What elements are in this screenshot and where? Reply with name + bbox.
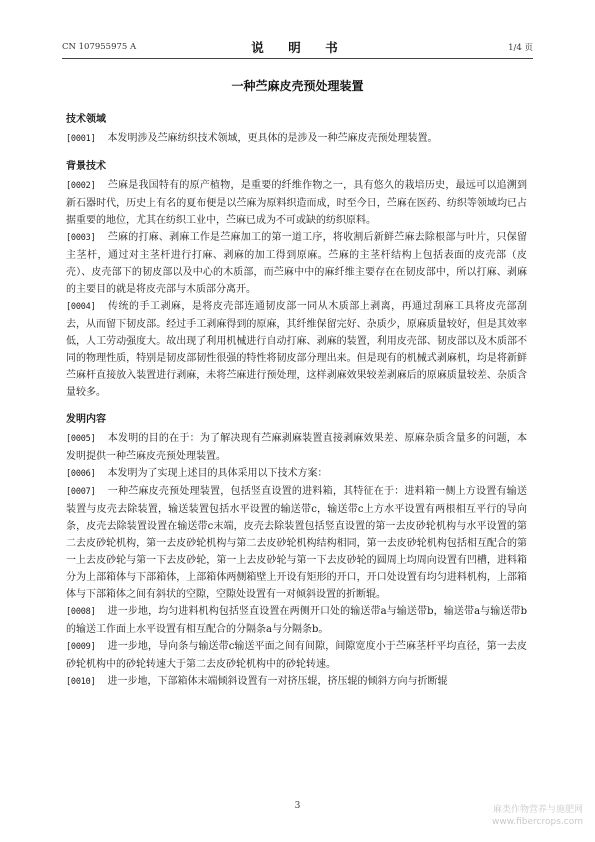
paragraph-text: 进一步地，下部箱体末端倾斜设置有一对挤压辊，挤压辊的倾斜方向与折断辊 — [107, 676, 448, 687]
paragraph-number: [0006] — [66, 469, 96, 479]
page-number: 3 — [294, 801, 301, 811]
paragraph — [66, 483, 527, 603]
paragraph-number: [0004] — [66, 302, 96, 312]
paragraph-text: 一种苎麻皮壳预处理装置，包括竖直设置的进料箱，其特征在于：进料箱一侧上方设置有输送装置与皮壳去除装置，输送装置包括水平设置的输送带c，输送带c上方水平设置有两根相互平行的导向条，皮壳去除装置设置在输送带c末端，皮壳去除装置包括竖直设置的第一去皮砂轮机构与水平设置的第二去皮砂轮机构，第一去皮砂轮机构与第二去皮砂轮机构结构相同，第一去皮砂轮机构包括相互配合的第一上去皮砂轮与第一下去皮砂轮，第一上去皮砂轮与第一下去皮砂轮的圆周上均周向设置有凹槽，进料箱分为上部箱体与下部箱体，上部箱体两侧箱壁上开设有矩形的开口，开口处设置有均匀进料机构，上部箱体与下部箱体之间有斜状的空隙，空隙处设置有一对倾斜设置的折断辊。 — [66, 486, 527, 600]
watermark-site-name: 麻类作物营养与施肥网 — [492, 805, 583, 815]
paragraph-number: [0009] — [66, 642, 96, 652]
paragraph-number: [0007] — [66, 487, 96, 497]
document-title: 一种苎麻皮壳预处理装置 — [231, 79, 364, 93]
page-info: 1/4 页 — [508, 43, 533, 53]
paragraph — [66, 130, 527, 148]
paragraph-text: 本发明涉及苎麻纺织技术领域，更具体的是涉及一种苎麻皮壳预处理装置。 — [107, 133, 438, 144]
paragraph — [66, 298, 527, 401]
watermark-url: www.fibercrops.com — [492, 817, 583, 827]
section-title: 技术领域 — [66, 114, 106, 125]
doc-number: CN 107955975 A — [62, 42, 137, 52]
paragraph-number: [0001] — [66, 134, 96, 144]
paragraph-number: [0005] — [66, 434, 96, 444]
paragraph — [66, 229, 527, 298]
paragraph-text: 本发明的目的在于：为了解决现有苎麻剥麻装置直接剥麻效果差、原麻杂质含量多的问题，本发明提供一种苎麻皮壳预处理装置。 — [66, 433, 527, 462]
section-background — [66, 159, 527, 401]
paragraph — [66, 177, 527, 229]
paragraph — [66, 430, 527, 465]
paragraph — [66, 603, 527, 638]
document-body — [66, 112, 527, 691]
paragraph-text: 传统的手工剥麻，是将皮壳部连通韧皮部一同从木质部上剥离，再通过刮麻工具将皮壳部刮去，从而留下韧皮部。经过手工剥麻得到的原麻，其纤维保留完好、杂质少，原麻质量较好，但是其效率低，人工劳动强度大。故出现了利用机械进行自动打麻、剥麻的装置，利用皮壳部、韧皮部以及木质部不同的物理性质，特别是韧皮部韧性很强的特性将韧皮部分理出来。但是现有的机械式剥麻机，均是将新鲜苎麻杆直接放入装置进行剥麻，未将苎麻进行预处理，这样剥麻效果较差剥麻后的原麻质量较差、杂质含量较多。 — [66, 301, 527, 398]
paragraph-text: 苎麻的打麻、剥麻工作是苎麻加工的第一道工序，将收割后新鲜苎麻去除根部与叶片，只保留主茎杆，通过对主茎杆进行打麻、剥麻的加工得到原麻。苎麻的主茎杆结构上包括表面的皮壳部（皮壳）、皮壳部下的韧皮部以及中心的木质部，而苎麻中中的麻纤维主要存在在韧皮部中，所以打麻、剥麻的主要目的就是将皮壳部与木质部分离开。 — [66, 232, 527, 295]
section-summary — [66, 412, 527, 691]
page-header — [62, 38, 533, 56]
paragraph-text: 苎麻是我国特有的原产植物，是重要的纤维作物之一，具有悠久的栽培历史，最远可以追溯到新石器时代，历史上有名的夏布便是以苎麻为原料织造而成，时至今日，苎麻在医药、纺织等领域均已占据重要的地位，尤其在纺织工业中，苎麻已成为不可或缺的纺织原料。 — [66, 180, 527, 226]
paragraph — [66, 673, 527, 691]
paragraph-number: [0008] — [66, 607, 96, 617]
section-technical-field — [66, 112, 527, 148]
paragraph — [66, 465, 527, 483]
paragraph-text: 进一步地，导向条与输送带c输送平面之间有间隙，间隙宽度小于苎麻茎杆平均直径，第一去皮砂轮机构中的砂轮转速大于第二去皮砂轮机构中的砂轮转速。 — [66, 641, 527, 670]
paragraph-text: 本发明为了实现上述目的具体采用以下技术方案： — [107, 468, 328, 479]
paragraph-number: [0002] — [66, 181, 96, 191]
section-title: 发明内容 — [66, 414, 106, 425]
section-title: 背景技术 — [66, 161, 106, 172]
paragraph-number: [0010] — [66, 677, 96, 687]
paragraph-text: 进一步地，均匀进料机构包括竖直设置在两侧开口处的输送带a与输送带b，输送带a与输送带b的输送工作面上水平设置有相互配合的分隔条a与分隔条b。 — [66, 606, 527, 635]
watermark — [492, 804, 583, 828]
paragraph-number: [0003] — [66, 233, 96, 243]
header-divider — [62, 58, 533, 59]
doc-type: 说 明 书 — [251, 40, 344, 55]
paragraph — [66, 638, 527, 673]
